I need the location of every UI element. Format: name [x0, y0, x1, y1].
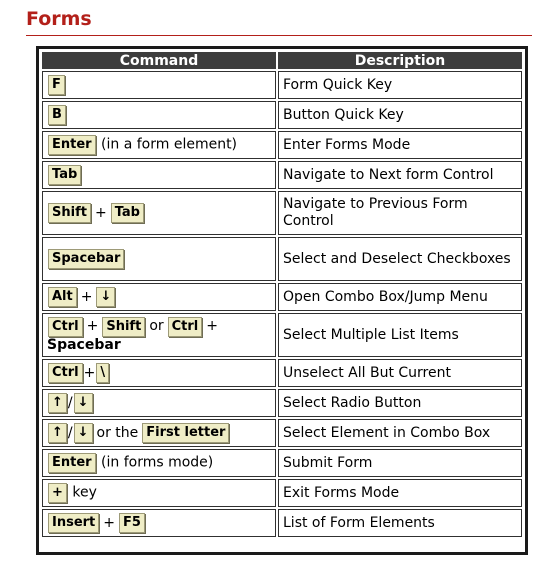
description-cell: Enter Forms Mode	[278, 131, 522, 159]
table-row	[42, 419, 522, 447]
command-cell	[42, 191, 276, 235]
key-tab: Tab	[111, 203, 144, 223]
description-cell: Button Quick Key	[278, 101, 522, 129]
shortcut-table	[40, 50, 524, 539]
key-ctrl: Ctrl	[168, 317, 203, 337]
command-cell	[42, 389, 276, 417]
command-cell	[42, 509, 276, 537]
command-note: (in a form element)	[101, 136, 238, 153]
shortcut-table-frame	[36, 46, 528, 555]
header-row	[42, 52, 522, 69]
command-cell	[42, 313, 276, 357]
command-cell	[42, 71, 276, 99]
key-tab: Tab	[48, 165, 81, 185]
key-down-arrow-icon: ↓	[96, 287, 115, 307]
plus-separator: +	[94, 204, 107, 221]
plus-separator: +	[80, 288, 93, 305]
key-up-arrow-icon: ↑	[48, 423, 67, 443]
or-separator: or	[149, 318, 164, 334]
description-cell: Select Multiple List Items	[278, 313, 522, 357]
key-shift: Shift	[48, 203, 91, 223]
or-the-separator: or the	[96, 424, 139, 441]
slash-separator: /	[67, 395, 73, 411]
slash-separator: /	[67, 425, 73, 441]
plus-separator: +	[206, 318, 218, 334]
command-cell	[42, 283, 276, 311]
key-enter: Enter	[48, 453, 96, 473]
table-row	[42, 313, 522, 357]
key-f5: F5	[119, 513, 145, 533]
title-rule	[26, 35, 532, 36]
command-cell	[42, 131, 276, 159]
key-shift: Shift	[102, 317, 145, 337]
key-backslash: \	[96, 363, 109, 383]
key-down-arrow-icon: ↓	[74, 423, 93, 443]
description-cell: Navigate to Next form Control	[278, 161, 522, 189]
description-cell: Form Quick Key	[278, 71, 522, 99]
table-row	[42, 237, 522, 281]
command-cell	[42, 237, 276, 281]
spacebar-label: Spacebar	[47, 336, 121, 353]
table-row	[42, 131, 522, 159]
plus-separator: +	[83, 365, 96, 381]
description-cell: Select Radio Button	[278, 389, 522, 417]
command-cell	[42, 101, 276, 129]
key-b: B	[48, 105, 66, 125]
command-cell	[42, 359, 276, 387]
key-spacebar: Spacebar	[48, 249, 124, 269]
command-cell	[42, 419, 276, 447]
table-row	[42, 161, 522, 189]
description-header: Description	[278, 52, 522, 69]
key-alt: Alt	[48, 287, 77, 307]
table-row	[42, 449, 522, 477]
key-first-letter: First letter	[142, 423, 229, 443]
table-row	[42, 101, 522, 129]
description-cell: Exit Forms Mode	[278, 479, 522, 507]
key-ctrl: Ctrl	[48, 363, 83, 383]
key-down-arrow-icon: ↓	[74, 393, 93, 413]
key-up-arrow-icon: ↑	[48, 393, 67, 413]
description-cell: Navigate to Previous Form Control	[278, 191, 522, 235]
plus-separator: +	[103, 514, 116, 531]
key-ctrl: Ctrl	[48, 317, 83, 337]
table-row	[42, 389, 522, 417]
command-note: key	[72, 484, 97, 501]
table-row	[42, 191, 522, 235]
description-cell: Submit Form	[278, 449, 522, 477]
command-cell	[42, 479, 276, 507]
description-cell: Select and Deselect Checkboxes	[278, 237, 522, 281]
command-note: (in forms mode)	[101, 454, 214, 471]
table-row	[42, 71, 522, 99]
plus-separator: +	[86, 318, 99, 334]
description-cell: Unselect All But Current	[278, 359, 522, 387]
key-enter: Enter	[48, 135, 96, 155]
command-cell	[42, 161, 276, 189]
description-cell: Select Element in Combo Box	[278, 419, 522, 447]
description-cell: List of Form Elements	[278, 509, 522, 537]
table-row	[42, 283, 522, 311]
table-row	[42, 479, 522, 507]
key-f: F	[48, 75, 65, 95]
table-row	[42, 359, 522, 387]
command-header: Command	[42, 52, 276, 69]
key-plus: +	[48, 483, 67, 503]
page-title: Forms	[26, 8, 92, 30]
description-cell: Open Combo Box/Jump Menu	[278, 283, 522, 311]
key-insert: Insert	[48, 513, 99, 533]
table-row	[42, 509, 522, 537]
command-cell	[42, 449, 276, 477]
